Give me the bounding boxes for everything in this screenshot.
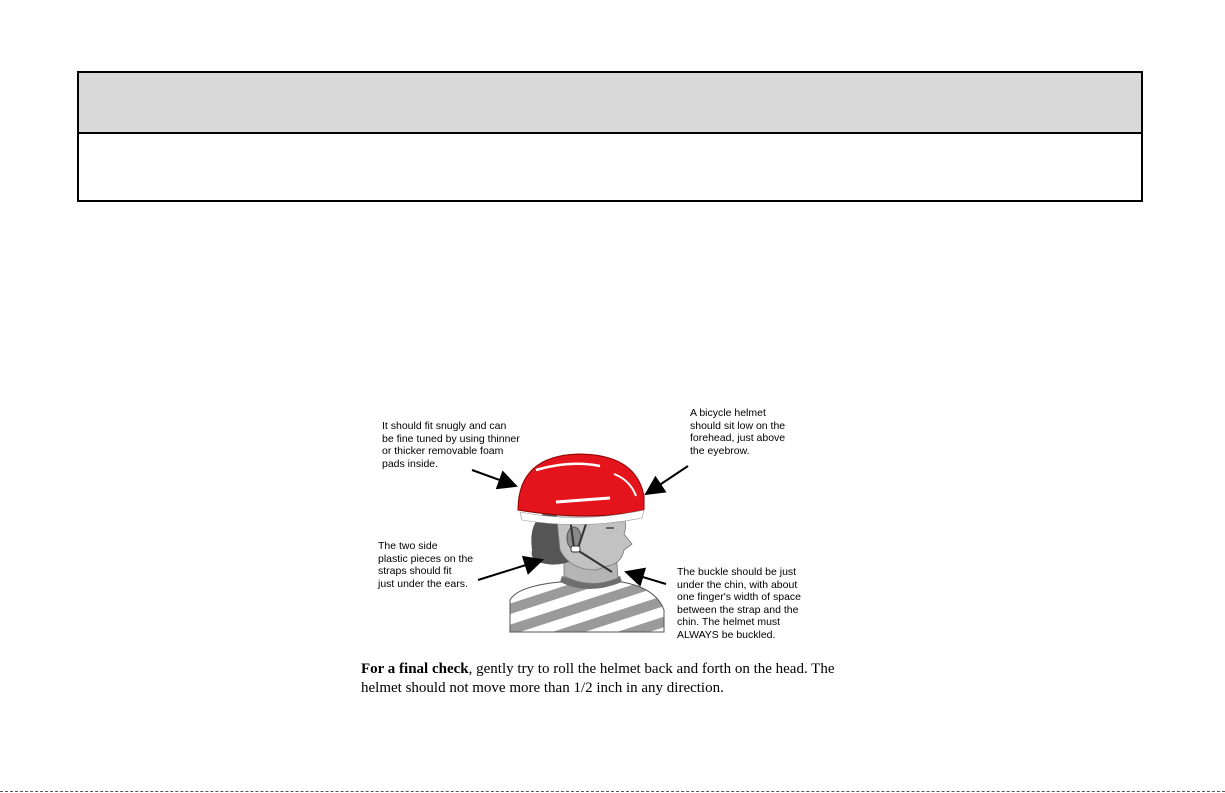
final-check-paragraph bbox=[361, 660, 841, 698]
callout-sit-low: A bicycle helmet should sit low on the forehead, just above the eyebrow. bbox=[690, 407, 786, 457]
arrow-icon bbox=[626, 572, 666, 584]
callout-buckle: The buckle should be just under the chin, with about one finger's width of space between the strap and the chin. The helmet must ALWAYS be buckled. bbox=[677, 566, 801, 641]
header-table bbox=[77, 71, 1143, 202]
arrow-icon bbox=[646, 466, 688, 494]
header-title-row bbox=[79, 73, 1141, 134]
arrow-icon bbox=[478, 560, 542, 580]
final-check-lead: For a final check bbox=[361, 661, 469, 677]
arrow-icon bbox=[472, 470, 516, 486]
shirt-shape bbox=[510, 582, 664, 632]
callout-fit-snug: It should fit snugly and can be fine tuned by using thinner or thicker removable foam pads inside. bbox=[382, 420, 520, 470]
callout-side-pieces: The two side plastic pieces on the straps should fit just under the ears. bbox=[378, 540, 474, 590]
final-check-text: , gently try to roll the helmet back and forth on the head. The helmet should not move more than 1/2 inch in any direction. bbox=[361, 661, 835, 696]
page-bottom-rule bbox=[0, 791, 1225, 792]
